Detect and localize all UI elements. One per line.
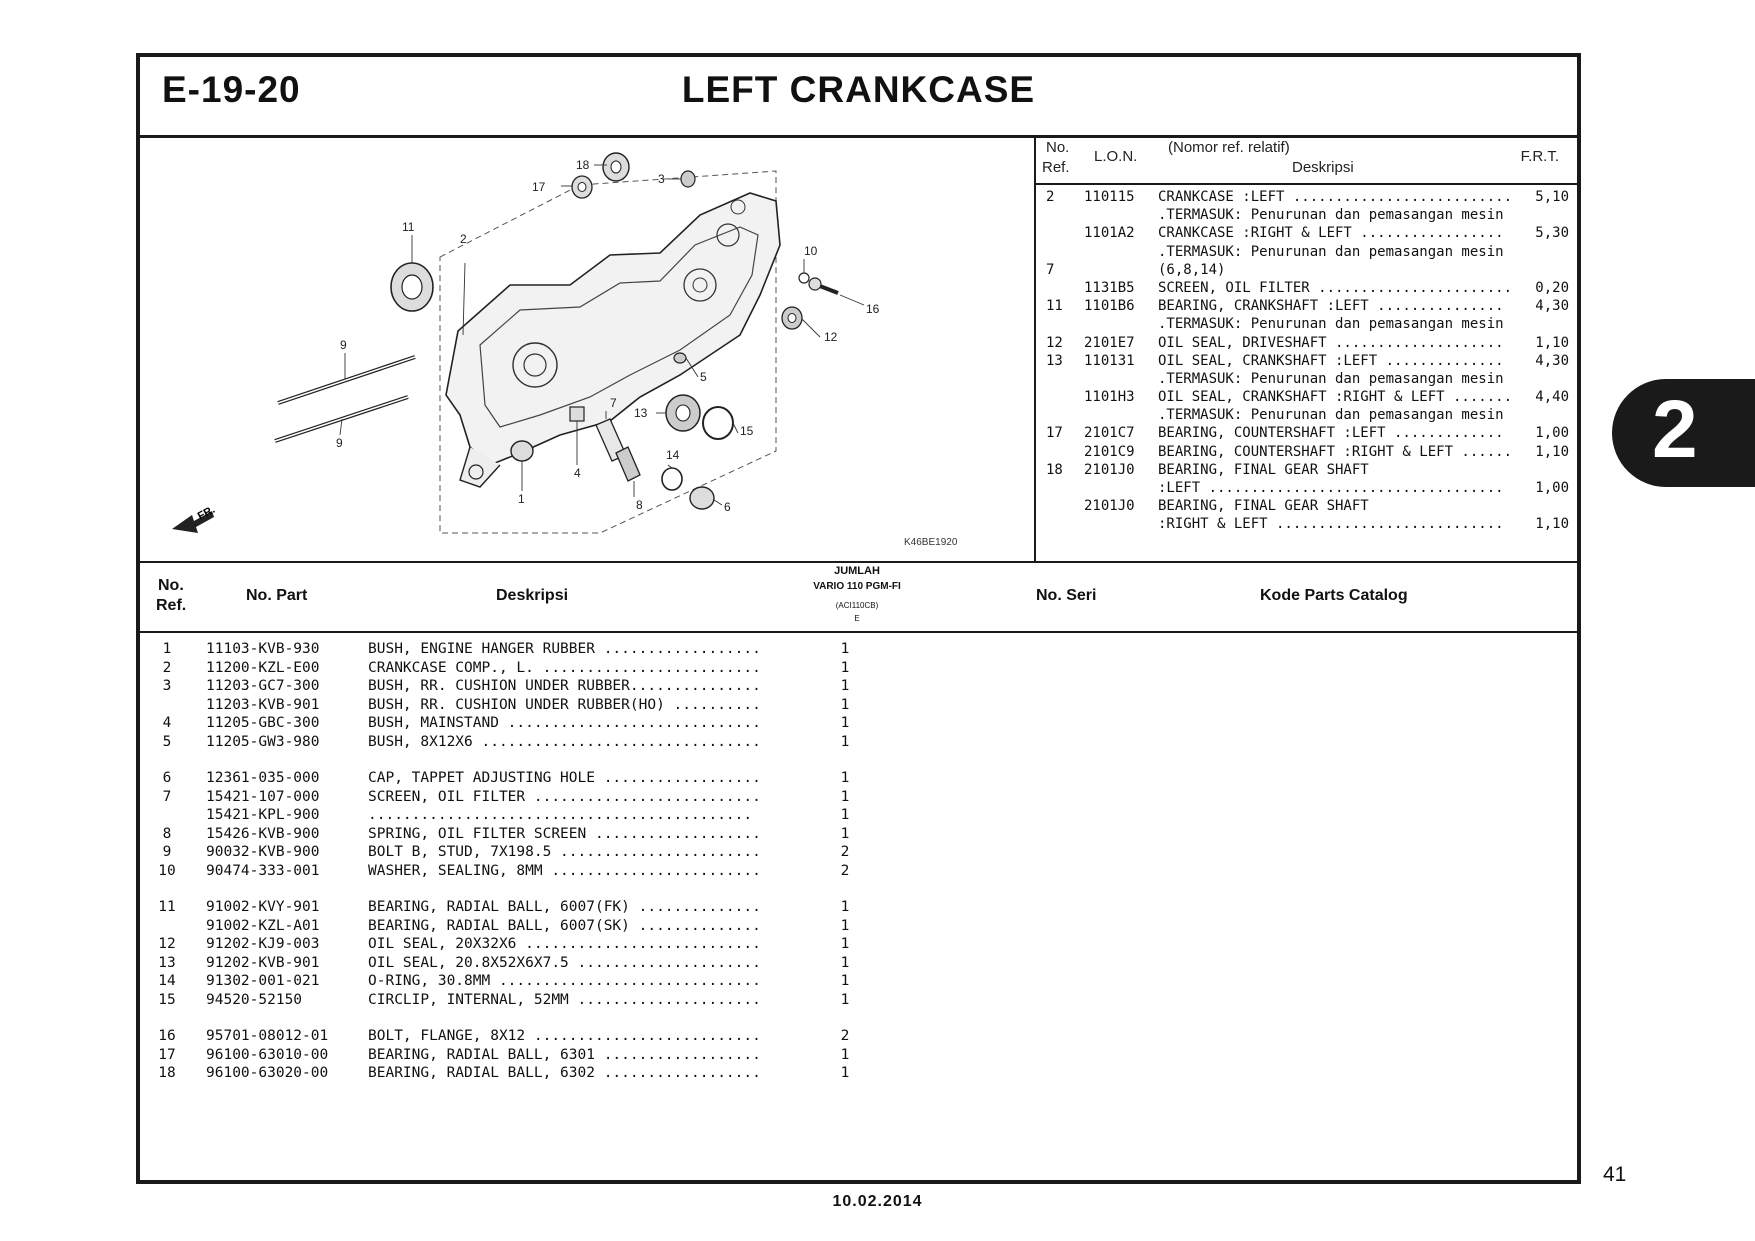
- parts-row: [140, 807, 1577, 825]
- callout-15: 15: [740, 424, 754, 438]
- parts-row: [140, 734, 1577, 752]
- frt-row: [1036, 280, 1577, 298]
- frt-row: [1036, 498, 1577, 516]
- part-ref: 7: [162, 788, 172, 805]
- parts-row: [140, 1028, 1577, 1046]
- print-date: 10.02.2014: [832, 1193, 923, 1210]
- frt-ref: 17: [1046, 425, 1063, 442]
- part-ref: 15: [158, 991, 176, 1008]
- section-tab-number: 2: [1652, 384, 1698, 475]
- part-desc: BUSH, 8X12X6 ................................: [368, 733, 761, 750]
- parts-row: [140, 826, 1577, 844]
- section-code: E-19-20: [162, 69, 301, 110]
- frt-val: 1,00: [1535, 480, 1569, 496]
- frt-no-header: No.: [1046, 139, 1070, 156]
- frt-ref: 12: [1046, 334, 1063, 351]
- parts-row: [140, 973, 1577, 991]
- callout-6: 6: [724, 500, 731, 514]
- part-desc: SCREEN, OIL FILTER ..........................: [368, 788, 761, 805]
- part-part: 91002-KVY-901: [206, 899, 320, 915]
- frt-lon: 110115: [1084, 189, 1135, 205]
- parts-row: [140, 992, 1577, 1010]
- frt-lon: 2101J0: [1084, 461, 1135, 478]
- parts-row: [140, 770, 1577, 788]
- part-qty: 2: [840, 1028, 850, 1044]
- part-ref: 11: [158, 899, 176, 915]
- frt-lon: 110131: [1084, 352, 1135, 369]
- frt-desc: .TERMASUK: Penurunan dan pemasangan mesin: [1158, 243, 1504, 260]
- frt-desc: BEARING, CRANKSHAFT :LEFT ...............: [1158, 298, 1504, 315]
- frt-desc: BEARING, COUNTERSHAFT :LEFT .............: [1158, 425, 1504, 442]
- frt-desc: OIL SEAL, DRIVESHAFT ....................: [1158, 334, 1504, 351]
- part-ref: 16: [158, 1028, 176, 1044]
- part-ref: 9: [162, 844, 172, 860]
- col-model-header: VARIO 110 PGM-FI: [813, 581, 901, 592]
- part-qty: 1: [840, 899, 850, 915]
- parts-row: [140, 660, 1577, 678]
- callout-18: 18: [576, 158, 590, 172]
- frt-lon: 2101J0: [1084, 498, 1135, 515]
- part-qty: 1: [840, 641, 850, 657]
- parts-row: [140, 715, 1577, 733]
- frt-ref: 11: [1046, 298, 1063, 315]
- part-ref: 2: [162, 659, 172, 676]
- part-part: 94520-52150: [206, 991, 303, 1008]
- part-part: 11205-GBC-300: [206, 715, 320, 731]
- callout-13: 13: [634, 406, 648, 420]
- frt-row: [1036, 516, 1577, 534]
- callout-14: 14: [666, 448, 680, 462]
- parts-row: [140, 697, 1577, 715]
- part-qty: 1: [840, 1065, 850, 1081]
- page-title: LEFT CRANKCASE: [681, 69, 1036, 110]
- col-desc-header: Deskripsi: [496, 587, 569, 604]
- frt-desc: .TERMASUK: Penurunan dan pemasangan mesin: [1158, 316, 1504, 333]
- part-ref: 1: [162, 641, 172, 657]
- frt-desc: CRANKCASE :RIGHT & LEFT .................: [1158, 225, 1504, 242]
- frt-panel: [1036, 135, 1577, 561]
- part-qty: 1: [840, 715, 850, 731]
- frt-val: 1,10: [1535, 334, 1569, 351]
- frt-desc: .TERMASUK: Penurunan dan pemasangan mesin: [1158, 207, 1504, 224]
- frt-row: [1036, 262, 1577, 280]
- col-jumlah-header: JUMLAH: [834, 565, 880, 577]
- frt-lon: 1101H3: [1084, 389, 1135, 406]
- frt-desc: :LEFT ...................................: [1158, 480, 1504, 496]
- part-qty: 1: [840, 825, 850, 842]
- part-part: 11200-KZL-E00: [206, 659, 320, 676]
- part-desc: BEARING, RADIAL BALL, 6007(SK) ..............: [368, 917, 761, 934]
- frt-row: [1036, 353, 1577, 371]
- part-part: 11103-KVB-930: [206, 641, 320, 657]
- frt-ref: 18: [1046, 461, 1063, 478]
- col-ref-header: Ref.: [156, 597, 187, 614]
- page-number: 41: [1603, 1163, 1627, 1186]
- frt-val: 1,00: [1535, 425, 1569, 442]
- frt-row: [1036, 316, 1577, 334]
- frt-lon: 2101E7: [1084, 334, 1135, 351]
- part-qty: 1: [840, 733, 850, 750]
- frt-ref: 13: [1046, 352, 1063, 369]
- part-ref: 13: [158, 954, 176, 971]
- part-part: 96100-63010-00: [206, 1046, 329, 1063]
- part-desc: OIL SEAL, 20X32X6 ...........................: [368, 936, 761, 952]
- part-desc: O-RING, 30.8MM ..............................: [368, 973, 761, 989]
- col-kode-header: Kode Parts Catalog: [1260, 587, 1408, 604]
- callout-9: 9: [336, 436, 343, 450]
- frt-lon: 1101B6: [1084, 298, 1135, 315]
- part-qty: 1: [840, 1046, 850, 1063]
- frt-row: [1036, 389, 1577, 407]
- callout-11: 11: [402, 220, 415, 234]
- frt-row: [1036, 335, 1577, 353]
- frt-row: [1036, 444, 1577, 462]
- part-part: 91202-KVB-901: [206, 954, 320, 971]
- parts-row: [140, 899, 1577, 917]
- part-ref: 18: [158, 1065, 176, 1081]
- part-ref: 4: [162, 715, 172, 731]
- part-desc: BEARING, RADIAL BALL, 6301 ..................: [368, 1046, 761, 1063]
- part-part: 90474-333-001: [206, 862, 320, 879]
- parts-row: [140, 918, 1577, 936]
- crankcase-drawing: [140, 135, 1034, 559]
- parts-row: [140, 863, 1577, 881]
- part-part: 96100-63020-00: [206, 1065, 329, 1081]
- callout-17: 17: [532, 180, 546, 194]
- frt-desc: OIL SEAL, CRANKSHAFT :RIGHT & LEFT .......: [1158, 389, 1513, 406]
- diagram-code: K46BE1920: [904, 537, 958, 548]
- col-no-header: No.: [158, 577, 184, 594]
- frt-row: [1036, 207, 1577, 225]
- part-ref: 17: [158, 1046, 176, 1063]
- callout-12: 12: [824, 330, 838, 344]
- part-desc: BUSH, RR. CUSHION UNDER RUBBER(HO) ..........: [368, 696, 761, 713]
- part-ref: 10: [158, 862, 176, 879]
- callout-2: 2: [460, 232, 467, 246]
- frt-row: [1036, 189, 1577, 207]
- part-desc: BEARING, RADIAL BALL, 6302 ..................: [368, 1065, 761, 1081]
- frt-ref: 2: [1046, 189, 1055, 205]
- parts-row: [140, 936, 1577, 954]
- part-ref: 8: [162, 825, 172, 842]
- callout-16: 16: [866, 302, 880, 316]
- frt-lon: 1101A2: [1084, 225, 1135, 242]
- front-label: FR.: [195, 503, 218, 523]
- part-desc: SPRING, OIL FILTER SCREEN ...................: [368, 825, 761, 842]
- part-desc: BOLT B, STUD, 7X198.5 .......................: [368, 844, 761, 860]
- page-header: [140, 57, 1577, 138]
- part-desc: ............................................: [368, 807, 753, 823]
- part-part: 91202-KJ9-003: [206, 936, 320, 952]
- frt-frt-header: F.R.T.: [1520, 148, 1559, 165]
- part-desc: BUSH, RR. CUSHION UNDER RUBBER...............: [368, 678, 761, 694]
- part-desc: OIL SEAL, 20.8X52X6X7.5 .....................: [368, 954, 761, 971]
- frt-header: [1036, 135, 1577, 185]
- frt-val: 4,30: [1535, 298, 1569, 315]
- part-desc: CIRCLIP, INTERNAL, 52MM .....................: [368, 991, 761, 1008]
- part-ref: 12: [158, 936, 176, 952]
- frt-val: 5,10: [1535, 189, 1569, 205]
- page-frame: [136, 53, 1581, 1184]
- parts-row: [140, 789, 1577, 807]
- parts-row: [140, 844, 1577, 862]
- frt-val: 4,40: [1535, 389, 1569, 406]
- frt-row: [1036, 371, 1577, 389]
- part-ref: 5: [162, 733, 172, 750]
- part-desc: BUSH, ENGINE HANGER RUBBER ..................: [368, 641, 761, 657]
- part-part: 91302-001-021: [206, 973, 320, 989]
- part-qty: 1: [840, 991, 850, 1008]
- part-qty: 1: [840, 788, 850, 805]
- frt-row: [1036, 225, 1577, 243]
- callout-4: 4: [574, 466, 581, 480]
- parts-table-header: [140, 561, 1577, 633]
- frt-row: [1036, 407, 1577, 425]
- part-qty: 1: [840, 770, 850, 786]
- frt-desc: BEARING, FINAL GEAR SHAFT: [1158, 461, 1369, 478]
- frt-val: 4,30: [1535, 352, 1569, 369]
- parts-row: [140, 1065, 1577, 1083]
- frt-row: [1036, 425, 1577, 443]
- part-desc: BEARING, RADIAL BALL, 6007(FK) ..............: [368, 899, 761, 915]
- part-part: 11205-GW3-980: [206, 733, 320, 750]
- part-ref: 3: [162, 678, 172, 694]
- part-part: 11203-KVB-901: [206, 696, 320, 713]
- part-qty: 1: [840, 696, 850, 713]
- frt-row: [1036, 480, 1577, 498]
- col-type-header: (ACI110CB): [835, 601, 879, 610]
- callout-1: 1: [518, 492, 525, 506]
- frt-desc: OIL SEAL, CRANKSHAFT :LEFT ..............: [1158, 352, 1504, 369]
- part-desc: BUSH, MAINSTAND .............................: [368, 715, 761, 731]
- part-part: 15426-KVB-900: [206, 825, 320, 842]
- frt-desc: (6,8,14): [1158, 261, 1226, 278]
- frt-val: 1,10: [1535, 443, 1569, 460]
- part-part: 91002-KZL-A01: [206, 917, 320, 934]
- exploded-diagram: [140, 135, 1036, 561]
- frt-val: 5,30: [1535, 225, 1569, 242]
- frt-list: [1036, 189, 1577, 535]
- part-qty: 2: [840, 862, 850, 879]
- top-section: [140, 135, 1577, 563]
- frt-lon: 1131B5: [1084, 279, 1135, 296]
- parts-row: [140, 955, 1577, 973]
- frt-nomor-header: (Nomor ref. relatif): [1168, 139, 1290, 156]
- parts-row: [140, 641, 1577, 659]
- frt-desc: .TERMASUK: Penurunan dan pemasangan mesin: [1158, 407, 1504, 424]
- frt-desc: :RIGHT & LEFT ...........................: [1158, 516, 1504, 533]
- part-qty: 1: [840, 936, 850, 952]
- part-part: 95701-08012-01: [206, 1028, 329, 1044]
- part-desc: WASHER, SEALING, 8MM ........................: [368, 862, 761, 879]
- part-part: 90032-KVB-900: [206, 844, 320, 860]
- part-desc: CRANKCASE COMP., L. .........................: [368, 659, 761, 676]
- part-ref: 14: [158, 973, 176, 989]
- frt-desc: .TERMASUK: Penurunan dan pemasangan mesin: [1158, 370, 1504, 387]
- callout-7: 7: [610, 396, 617, 410]
- section-tab: [1612, 379, 1755, 487]
- frt-lon: 2101C7: [1084, 425, 1135, 442]
- part-qty: 1: [840, 807, 850, 823]
- col-part-header: No. Part: [246, 587, 308, 604]
- frt-ref: 7: [1046, 261, 1055, 278]
- parts-row: [140, 1047, 1577, 1065]
- frt-desc: BEARING, FINAL GEAR SHAFT: [1158, 498, 1369, 515]
- part-ref: 6: [162, 770, 172, 786]
- frt-lon-header: L.O.N.: [1094, 148, 1138, 165]
- callout-9: 9: [340, 338, 347, 352]
- frt-deskripsi-header: Deskripsi: [1292, 159, 1354, 176]
- callout-3: 3: [658, 172, 665, 186]
- frt-val: 0,20: [1535, 279, 1569, 296]
- part-qty: 1: [840, 678, 850, 694]
- frt-desc: CRANKCASE :LEFT ..........................: [1158, 189, 1513, 205]
- part-part: 15421-107-000: [206, 788, 320, 805]
- part-part: 12361-035-000: [206, 770, 320, 786]
- callout-5: 5: [700, 370, 707, 384]
- parts-row: [140, 678, 1577, 696]
- frt-lon: 2101C9: [1084, 443, 1135, 460]
- col-e-header: E: [854, 614, 860, 623]
- part-desc: CAP, TAPPET ADJUSTING HOLE ..................: [368, 770, 761, 786]
- part-qty: 1: [840, 917, 850, 934]
- frt-row: [1036, 244, 1577, 262]
- col-seri-header: No. Seri: [1036, 587, 1097, 604]
- part-qty: 2: [840, 844, 850, 860]
- frt-val: 1,10: [1535, 516, 1569, 533]
- part-qty: 1: [840, 659, 850, 676]
- frt-ref-header: Ref.: [1042, 159, 1070, 176]
- part-qty: 1: [840, 954, 850, 971]
- frt-row: [1036, 462, 1577, 480]
- part-part: 15421-KPL-900: [206, 807, 320, 823]
- frt-row: [1036, 298, 1577, 316]
- part-qty: 1: [840, 973, 850, 989]
- frt-desc: BEARING, COUNTERSHAFT :RIGHT & LEFT ......: [1158, 443, 1513, 460]
- callout-8: 8: [636, 498, 643, 512]
- part-desc: BOLT, FLANGE, 8X12 ..........................: [368, 1028, 761, 1044]
- frt-desc: SCREEN, OIL FILTER .......................: [1158, 279, 1513, 296]
- part-part: 11203-GC7-300: [206, 678, 320, 694]
- callout-10: 10: [804, 244, 818, 258]
